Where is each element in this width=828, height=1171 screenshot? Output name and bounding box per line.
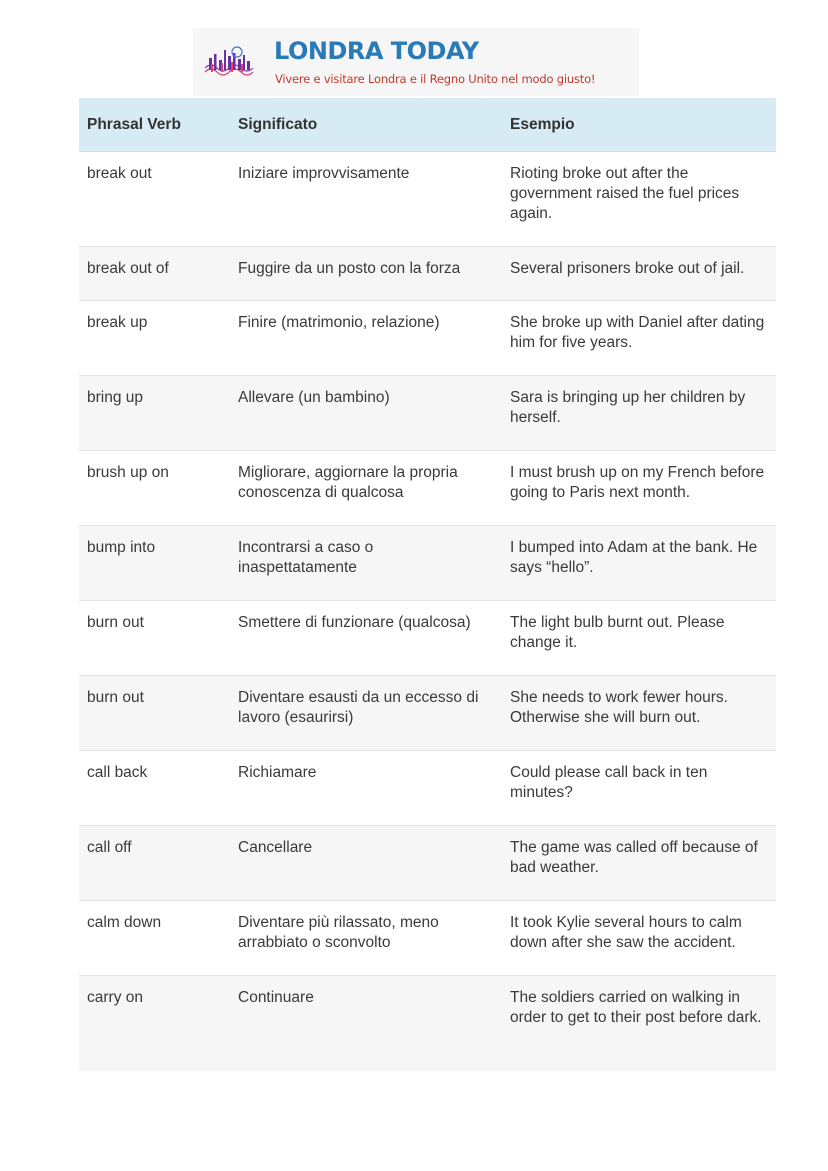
example-cell: She broke up with Daniel after dating him for five years. xyxy=(500,301,776,376)
meaning-cell: Allevare (un bambino) xyxy=(230,376,500,451)
example-cell: Could please call back in ten minutes? xyxy=(500,751,776,826)
meaning-cell: Fuggire da un posto con la forza xyxy=(230,247,500,301)
verb-cell: carry on xyxy=(79,976,230,1071)
example-cell: I bumped into Adam at the bank. He says “hello”. xyxy=(500,526,776,601)
example-cell: I must brush up on my French before going to Paris next month. xyxy=(500,451,776,526)
verb-cell: bump into xyxy=(79,526,230,601)
example-cell: The game was called off because of bad weather. xyxy=(500,826,776,901)
verb-cell: break out of xyxy=(79,247,230,301)
table-row xyxy=(79,301,776,376)
example-cell: Sara is bringing up her children by herself. xyxy=(500,376,776,451)
verb-cell: burn out xyxy=(79,676,230,751)
site-banner xyxy=(193,28,639,96)
header-esempio: Esempio xyxy=(500,98,776,152)
header-significato: Significato xyxy=(230,98,500,152)
meaning-cell: Diventare esausti da un eccesso di lavoro (esaurirsi) xyxy=(230,676,500,751)
phrasal-verbs-table xyxy=(79,98,776,1071)
verb-cell: break up xyxy=(79,301,230,376)
verb-cell: call back xyxy=(79,751,230,826)
verb-cell: burn out xyxy=(79,601,230,676)
table-row xyxy=(79,901,776,976)
header-phrasal-verb: Phrasal Verb xyxy=(79,98,230,152)
brand-tagline: Vivere e visitare Londra e il Regno Unito nel modo giusto! xyxy=(275,72,596,86)
verb-cell: calm down xyxy=(79,901,230,976)
table-row xyxy=(79,676,776,751)
verb-cell: call off xyxy=(79,826,230,901)
example-cell: Several prisoners broke out of jail. xyxy=(500,247,776,301)
meaning-cell: Migliorare, aggiornare la propria conoscenza di qualcosa xyxy=(230,451,500,526)
meaning-cell: Smettere di funzionare (qualcosa) xyxy=(230,601,500,676)
verb-cell: brush up on xyxy=(79,451,230,526)
example-cell: The light bulb burnt out. Please change it. xyxy=(500,601,776,676)
meaning-cell: Iniziare improvvisamente xyxy=(230,152,500,247)
table-row xyxy=(79,526,776,601)
table-row xyxy=(79,751,776,826)
meaning-cell: Diventare più rilassato, meno arrabbiato o sconvolto xyxy=(230,901,500,976)
example-cell: Rioting broke out after the government raised the fuel prices again. xyxy=(500,152,776,247)
table-row xyxy=(79,601,776,676)
table-row xyxy=(79,247,776,301)
table-row xyxy=(79,826,776,901)
table-header-row xyxy=(79,98,776,152)
example-cell: It took Kylie several hours to calm down after she saw the accident. xyxy=(500,901,776,976)
table-body xyxy=(79,152,776,1071)
verb-cell: break out xyxy=(79,152,230,247)
meaning-cell: Incontrarsi a caso o inaspettatamente xyxy=(230,526,500,601)
meaning-cell: Cancellare xyxy=(230,826,500,901)
meaning-cell: Continuare xyxy=(230,976,500,1071)
table-row xyxy=(79,152,776,247)
example-cell: The soldiers carried on walking in order to get to their post before dark. xyxy=(500,976,776,1071)
table-row xyxy=(79,451,776,526)
london-skyline-icon xyxy=(203,44,255,82)
meaning-cell: Finire (matrimonio, relazione) xyxy=(230,301,500,376)
brand-title: LONDRA TODAY xyxy=(274,37,479,65)
example-cell: She needs to work fewer hours. Otherwise she will burn out. xyxy=(500,676,776,751)
table-row xyxy=(79,976,776,1071)
verb-cell: bring up xyxy=(79,376,230,451)
meaning-cell: Richiamare xyxy=(230,751,500,826)
table-row xyxy=(79,376,776,451)
